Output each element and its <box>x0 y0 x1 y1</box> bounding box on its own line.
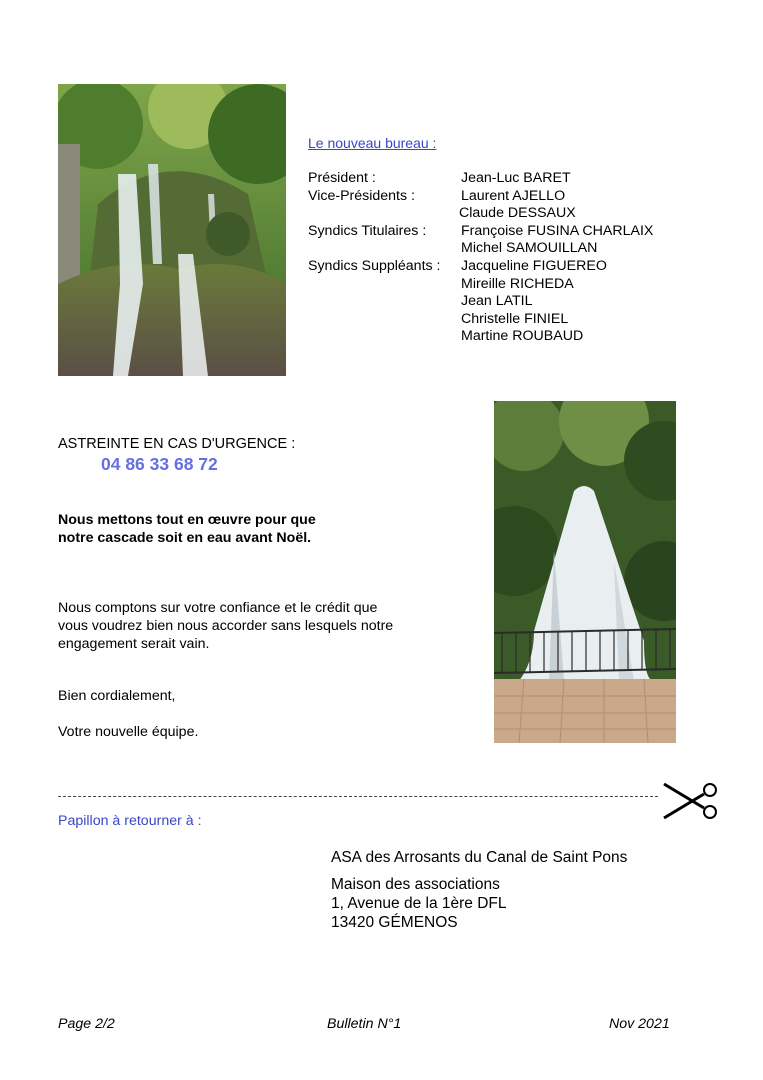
board-member: Laurent AJELLO <box>461 187 566 204</box>
board-member: Jacqueline FIGUEREO <box>461 257 607 274</box>
board-member: Christelle FINIEL <box>461 310 569 327</box>
footer-date: Nov 2021 <box>609 1016 670 1032</box>
address-block <box>331 875 507 932</box>
footer-bulletin: Bulletin N°1 <box>327 1016 402 1032</box>
scissors-icon <box>660 778 720 824</box>
board-member: Claude DESSAUX <box>459 205 576 222</box>
waterfall-photo-bottom <box>494 401 676 743</box>
paragraph-line: engagement serait vain. <box>58 636 210 652</box>
board-member: Martine ROUBAUD <box>461 328 584 345</box>
board-role: Syndics Titulaires : <box>308 222 427 239</box>
board-role: Vice-Présidents : <box>308 187 415 204</box>
address-line: 1, Avenue de la 1ère DFL <box>331 895 507 912</box>
board-member: Jean-Luc BARET <box>461 170 571 186</box>
address-line: Maison des associations <box>331 876 500 893</box>
paragraph-line: vous voudrez bien nous accorder sans lesquels notre <box>58 618 394 634</box>
address-line: 13420 GÉMENOS <box>331 914 458 931</box>
board-member: Mireille RICHEDA <box>461 275 574 292</box>
emergency-phone: 04 86 33 68 72 <box>101 454 218 474</box>
greeting: Bien cordialement, <box>58 688 176 704</box>
trust-paragraph <box>58 599 438 653</box>
coupon-label: Papillon à retourner à : <box>58 813 202 829</box>
board-member: Jean LATIL <box>461 293 533 310</box>
address-org: ASA des Arrosants du Canal de Saint Pons <box>331 849 628 866</box>
footer-page: Page 2/2 <box>58 1016 115 1032</box>
announcement-line: notre cascade soit en eau avant Noël. <box>58 530 312 546</box>
signature: Votre nouvelle équipe. <box>58 724 199 740</box>
cut-line <box>58 796 658 797</box>
board-role: Président : <box>308 170 376 186</box>
board-member: Françoise FUSINA CHARLAIX <box>461 222 654 239</box>
paragraph-line: Nous comptons sur votre confiance et le crédit que <box>58 600 378 616</box>
announcement <box>58 511 358 547</box>
announcement-line: Nous mettons tout en œuvre pour que <box>58 512 316 528</box>
waterfall-photo-top <box>58 84 286 376</box>
board-role: Syndics Suppléants : <box>308 257 441 274</box>
emergency-label: ASTREINTE EN CAS D'URGENCE : <box>58 436 296 452</box>
board-member: Michel SAMOUILLAN <box>461 240 598 257</box>
board-heading: Le nouveau bureau : <box>308 135 437 151</box>
